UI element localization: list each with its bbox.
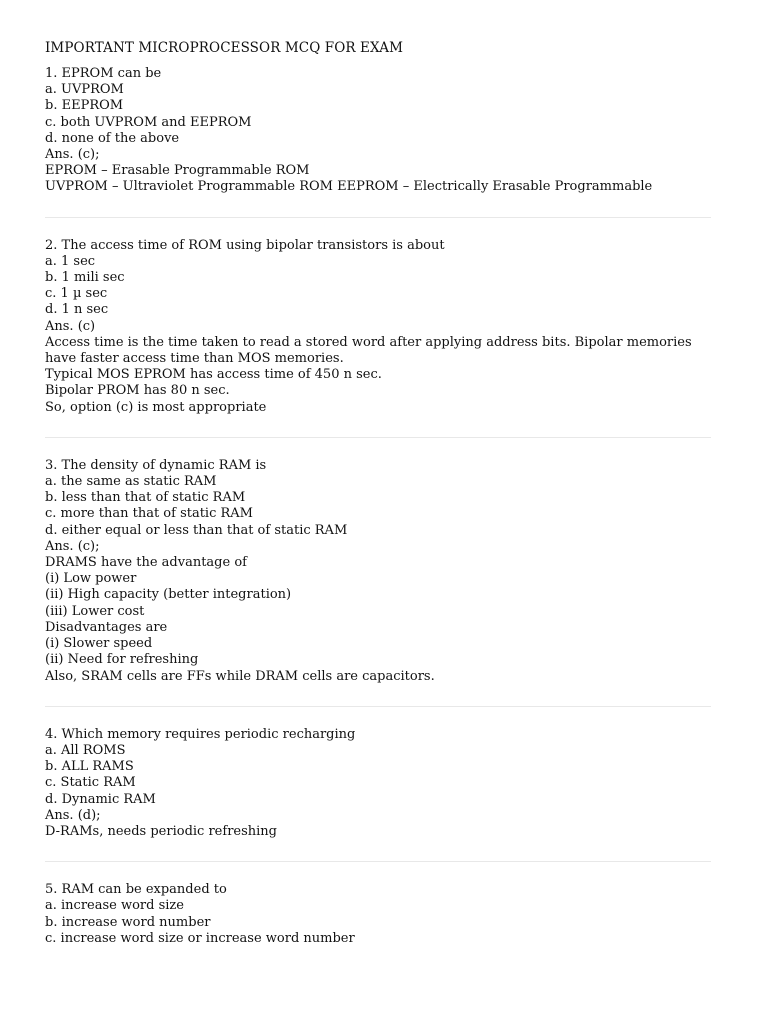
question-block-4 — [45, 727, 713, 840]
question-text: 5. RAM can be expanded to — [45, 882, 227, 898]
explanation-line: So, option (c) is most appropriate — [45, 399, 267, 415]
option-d: d. none of the above — [45, 130, 180, 146]
option-c: c. both UVPROM and EEPROM — [45, 114, 252, 130]
explanation-line: (ii) Need for refreshing — [45, 652, 199, 668]
explanation-line: Typical MOS EPROM has access time of 450 n sec. — [45, 367, 382, 383]
explanation-line: (i) Slower speed — [45, 636, 153, 652]
option-a: a. increase word size — [45, 898, 184, 914]
option-b: b. increase word number — [45, 914, 211, 930]
option-b: b. EEPROM — [45, 98, 124, 114]
option-b: b. ALL RAMS — [45, 759, 134, 775]
divider — [45, 861, 711, 862]
explanation-line: DRAMS have the advantage of — [45, 555, 247, 571]
explanation-line: D-RAMs, needs periodic refreshing — [45, 823, 277, 839]
option-b: b. 1 mili sec — [45, 270, 125, 286]
explanation-line: (i) Low power — [45, 571, 137, 587]
explanation-line: Disadvantages are — [45, 619, 168, 635]
option-a: a. UVPROM — [45, 82, 124, 98]
option-c: c. Static RAM — [45, 775, 136, 791]
divider — [45, 437, 711, 438]
answer: Ans. (c); — [45, 538, 100, 554]
answer: Ans. (c); — [45, 147, 100, 163]
option-b: b. less than that of static RAM — [45, 490, 246, 506]
divider — [45, 217, 711, 218]
question-block-2 — [45, 238, 713, 416]
question-block-5 — [45, 882, 713, 947]
option-a: a. All ROMS — [45, 742, 126, 758]
option-a: a. 1 sec — [45, 253, 96, 269]
question-text: 1. EPROM can be — [45, 66, 162, 81]
option-d: d. Dynamic RAM — [45, 791, 156, 807]
explanation-line: Bipolar PROM has 80 n sec. — [45, 383, 230, 399]
document-page — [45, 40, 713, 947]
document-title: IMPORTANT MICROPROCESSOR MCQ FOR EXAM — [45, 40, 404, 56]
option-c: c. 1 µ sec — [45, 286, 108, 302]
option-a: a. the same as static RAM — [45, 474, 217, 490]
question-text: 4. Which memory requires periodic recharging — [45, 726, 356, 742]
question-block-3 — [45, 458, 713, 685]
explanation-line: EPROM – Erasable Programmable ROM — [45, 163, 310, 179]
explanation-line: Also, SRAM cells are FFs while DRAM cells are capacitors. — [45, 668, 435, 684]
option-c: c. increase word size or increase word number — [45, 930, 355, 946]
question-text: 3. The density of dynamic RAM is — [45, 457, 267, 473]
explanation-line: (iii) Lower cost — [45, 603, 145, 619]
explanation-line: UVPROM – Ultraviolet Programmable ROM EEPROM – Electrically Erasable Programmable — [45, 179, 653, 195]
question-block-1 — [45, 66, 713, 196]
answer: Ans. (d); — [45, 807, 101, 823]
option-c: c. more than that of static RAM — [45, 506, 253, 522]
explanation-line: (ii) High capacity (better integration) — [45, 587, 292, 603]
explanation-line: Access time is the time taken to read a stored word after applying address bits. Bipolar memories have faster access time than MOS memories. — [45, 334, 692, 367]
option-d: d. 1 n sec — [45, 302, 109, 318]
answer: Ans. (c) — [45, 318, 96, 334]
question-text: 2. The access time of ROM using bipolar transistors is about — [45, 237, 445, 253]
option-d: d. either equal or less than that of static RAM — [45, 522, 348, 538]
divider — [45, 706, 711, 707]
